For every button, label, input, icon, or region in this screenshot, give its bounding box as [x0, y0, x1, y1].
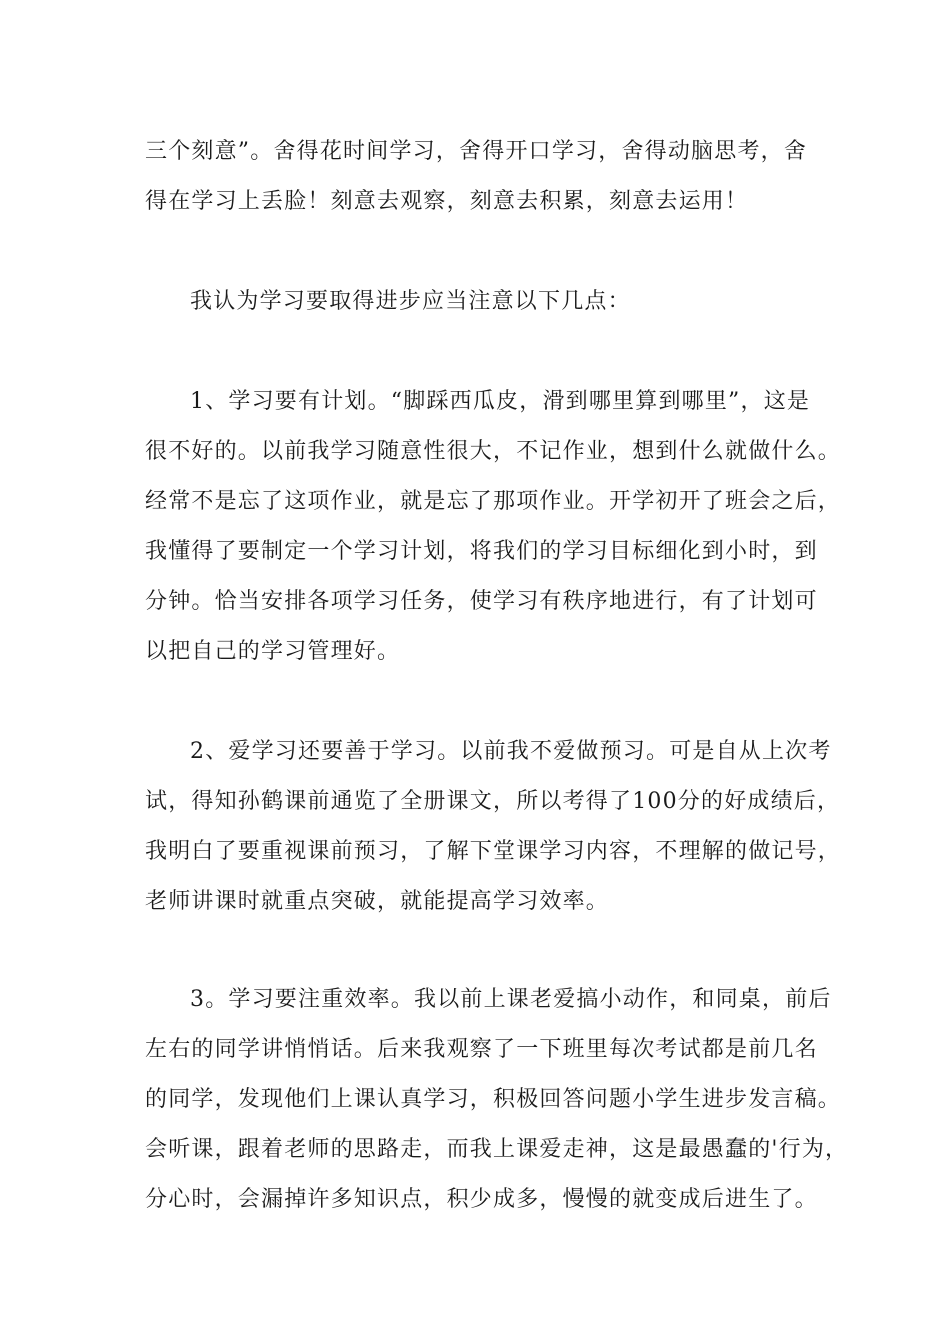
text-line: 左右的同学讲悄悄话。后来我观察了一下班里每次考试都是前几名 [145, 1037, 818, 1062]
text-line: 老师讲课时就重点突破，就能提高学习效率。 [145, 889, 610, 914]
text-line: 1、学习要有计划。“脚踩西瓜皮，滑到哪里算到哪里”，这是 [190, 389, 811, 414]
text-line: 的同学，发现他们上课认真学习，积极回答问题小学生进步发言稿。 [145, 1087, 842, 1112]
text-line: 试，得知孙鹤课前通览了全册课文，所以考得了100分的好成绩后， [145, 789, 841, 814]
text-line: 三个刻意”。舍得花时间学习，舍得开口学习，舍得动脑思考，舍 [145, 139, 808, 164]
text-line: 以把自己的学习管理好。 [145, 639, 401, 664]
text-line: 我明白了要重视课前预习，了解下堂课学习内容，不理解的做记号， [145, 839, 842, 864]
text-line: 经常不是忘了这项作业，就是忘了那项作业。开学初开了班会之后， [145, 489, 842, 514]
text-line: 2、爱学习还要善于学习。以前我不爱做预习。可是自从上次考 [190, 739, 832, 764]
text-line: 得在学习上丢脸！刻意去观察，刻意去积累，刻意去运用！ [145, 189, 749, 214]
text-line: 分钟。恰当安排各项学习任务，使学习有秩序地进行，有了计划可 [145, 589, 818, 614]
text-line: 3。学习要注重效率。我以前上课老爱搞小动作，和同桌，前后 [190, 987, 832, 1012]
text-line: 我认为学习要取得进步应当注意以下几点： [190, 289, 631, 314]
text-line: 很不好的。以前我学习随意性很大，不记作业，想到什么就做什么。 [145, 439, 842, 464]
text-line: 分心时，会漏掉许多知识点，积少成多，慢慢的就变成后进生了。 [145, 1187, 818, 1212]
text-line: 会听课，跟着老师的思路走，而我上课爱走神，这是最愚蠢的'行为， [145, 1137, 849, 1162]
text-line: 我懂得了要制定一个学习计划，将我们的学习目标细化到小时，到 [145, 539, 818, 564]
